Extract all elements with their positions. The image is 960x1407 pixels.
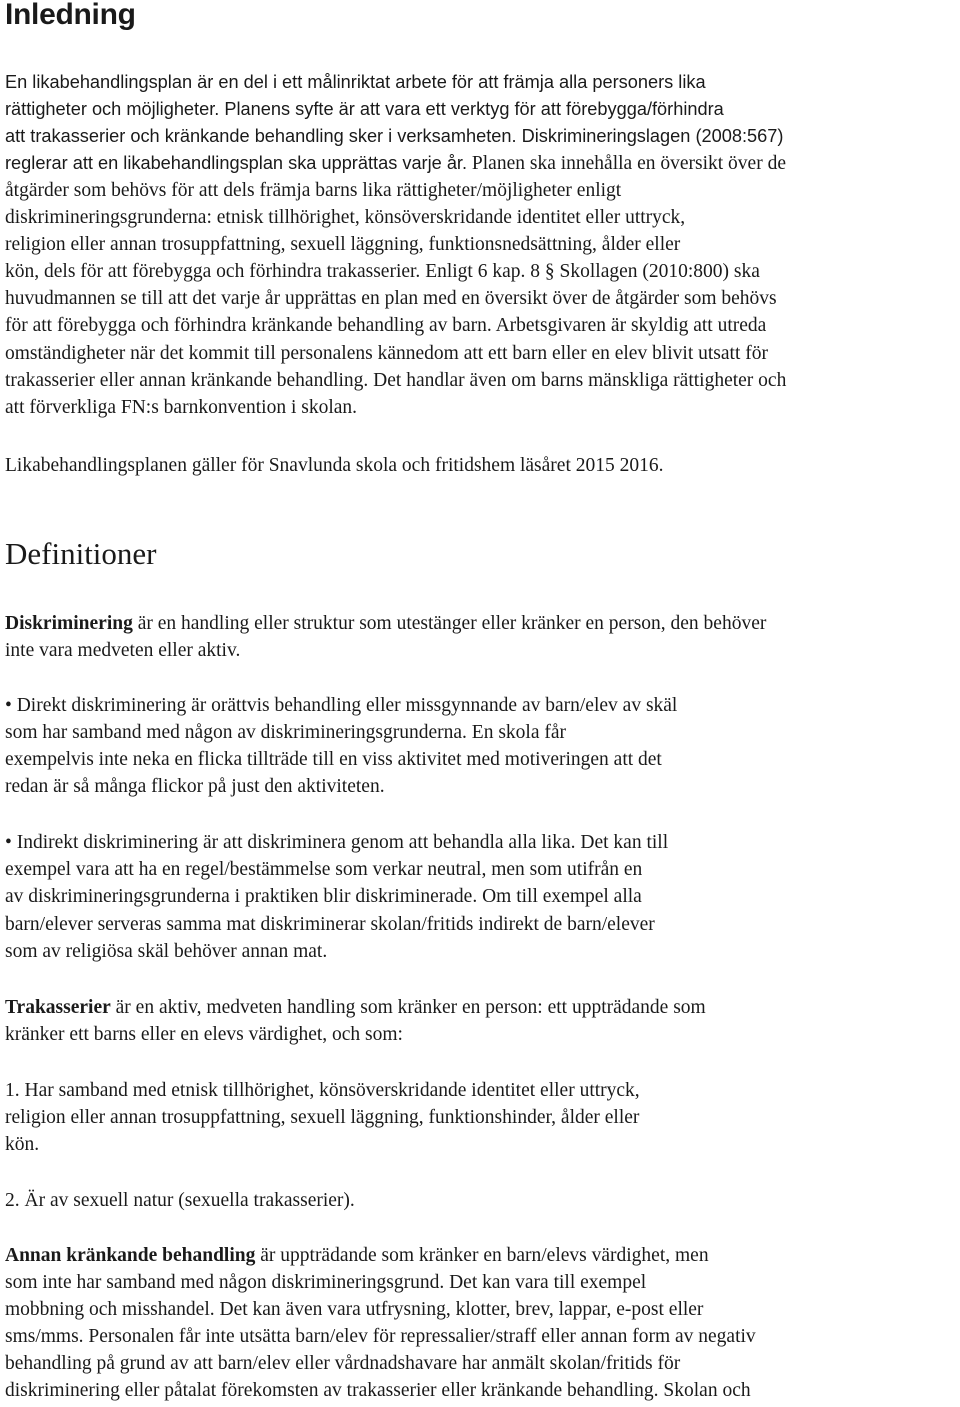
- body-line-4-b: Enligt 6 kap. 8 § Skollagen (2010:800) ska: [420, 261, 760, 282]
- term-trakasserier: Trakasserier: [5, 997, 111, 1018]
- indirekt-line-4: barn/elever serveras samma mat diskriminerar skolan/fritids indirekt de barn/elever: [5, 914, 655, 935]
- intro-line-4-rest: Planen ska innehålla en översikt över de: [467, 153, 786, 174]
- diskriminering-def-1: är en handling eller struktur som utestänger eller kränker en person, den behöver: [132, 613, 767, 634]
- point2-line: 2. Är av sexuell natur (sexuella trakasserier).: [5, 1190, 355, 1211]
- direkt-line-4: redan är så många flickor på just den aktiviteten.: [5, 776, 385, 797]
- intro-line-2: rättigheter och möjligheter. Planens syfte är att vara ett verktyg för att förebygga/förhindra: [5, 99, 724, 119]
- body-line-3: religion eller annan trosuppfattning, sexuell läggning, funktionsnedsättning, ålder eller: [5, 234, 681, 255]
- annan-def-1: är uppträdande som kränker en barn/elevs värdighet, men: [255, 1245, 709, 1266]
- body-line-1: åtgärder som behövs för att dels främja barns lika rättigheter/möjligheter enligt: [5, 180, 622, 201]
- indirekt-line-5: som av religiösa skäl behöver annan mat.: [5, 941, 328, 962]
- intro-line-3: att trakasserier och kränkande behandling sker i verksamheten. Diskrimineringslagen (2008:567): [5, 126, 784, 146]
- direkt-line-3: exempelvis inte neka en flicka tillträde till en viss aktivitet med motiveringen att det: [5, 749, 662, 770]
- annan-line-4: sms/mms. Personalen får inte utsätta barn/elev för repressalier/straff eller annan form av negativ: [5, 1326, 756, 1347]
- annan-line-1: [5, 1242, 709, 1269]
- point1-line-2: religion eller annan trosuppfattning, sexuell läggning, funktionshinder, ålder eller: [5, 1107, 640, 1128]
- point1-line-3: kön.: [5, 1134, 40, 1155]
- point1-line-1: 1. Har samband med etnisk tillhörighet, könsöverskridande identitet eller uttryck,: [5, 1080, 640, 1101]
- validity-line: Likabehandlingsplanen gäller för Snavlunda skola och fritidshem läsåret 2015 2016.: [5, 455, 664, 476]
- trakasserier-def-1: är en aktiv, medveten handling som kränker en person: ett uppträdande som: [110, 997, 706, 1018]
- direkt-line-2: som har samband med någon av diskrimineringsgrunderna. En skola får: [5, 722, 567, 743]
- body-line-8-b: Det handlar även om barns mänskliga rättigheter och: [368, 370, 787, 391]
- intro-line-4-sans: reglerar att en likabehandlingsplan ska upprättas varje år.: [5, 153, 468, 173]
- body-line-9: att förverkliga FN:s barnkonvention i skolan.: [5, 397, 358, 418]
- intro-line-1: En likabehandlingsplan är en del i ett målinriktat arbete för att främja alla personers lika: [5, 72, 706, 92]
- body-line-5: huvudmannen se till att det varje år upprättas en plan med en översikt över de åtgärder som behövs: [5, 288, 777, 309]
- annan-line-3: mobbning och misshandel. Det kan även vara utfrysning, klotter, brev, lappar, e-post eller: [5, 1299, 704, 1320]
- indirekt-line-1: • Indirekt diskriminering är att diskriminera genom att behandla alla lika. Det kan till: [5, 832, 669, 853]
- annan-line-6: diskriminering eller påtalat förekomsten av trakasserier eller kränkande behandling. Skolan och: [5, 1380, 751, 1401]
- direkt-line-1: • Direkt diskriminering är orättvis behandling eller missgynnande av barn/elev av skäl: [5, 695, 678, 716]
- body-line-7: omständigheter när det kommit till personalens kännedom att ett barn eller en elev blivit utsatt för: [5, 343, 768, 364]
- body-line-6-b: Arbetsgivaren är skyldig att utreda: [491, 315, 767, 336]
- diskriminering-line-1: [5, 610, 766, 637]
- term-diskriminering: Diskriminering: [5, 613, 133, 634]
- indirekt-line-3: av diskrimineringsgrunderna i praktiken blir diskriminerade. Om till exempel alla: [5, 886, 642, 907]
- body-line-8: [5, 367, 786, 394]
- body-line-4: [5, 258, 760, 285]
- diskriminering-line-2: inte vara medveten eller aktiv.: [5, 640, 241, 661]
- heading-inledning: Inledning: [5, 0, 136, 31]
- heading-definitioner: Definitioner: [5, 536, 157, 571]
- body-line-8-a: trakasserier eller annan kränkande behandling.: [5, 370, 369, 391]
- term-annan-krankande: Annan kränkande behandling: [5, 1245, 256, 1266]
- annan-line-2: som inte har samband med någon diskrimineringsgrund. Det kan vara till exempel: [5, 1272, 647, 1293]
- body-line-2: diskrimineringsgrunderna: etnisk tillhörighet, könsöverskridande identitet eller uttryck,: [5, 207, 686, 228]
- annan-line-5: behandling på grund av att barn/elev eller vårdnadshavare har anmält skolan/fritids för: [5, 1353, 681, 1374]
- body-line-4-a: kön, dels för att förebygga och förhindra trakasserier.: [5, 261, 421, 282]
- trakasserier-line-2: kränker ett barns eller en elevs värdighet, och som:: [5, 1024, 403, 1045]
- body-line-6-a: för att förebygga och förhindra kränkande behandling av barn.: [5, 315, 492, 336]
- body-line-6: [5, 312, 766, 339]
- trakasserier-line-1: [5, 994, 706, 1021]
- indirekt-line-2: exempel vara att ha en regel/bestämmelse som verkar neutral, men som utifrån en: [5, 859, 643, 880]
- intro-line-4: [5, 150, 786, 177]
